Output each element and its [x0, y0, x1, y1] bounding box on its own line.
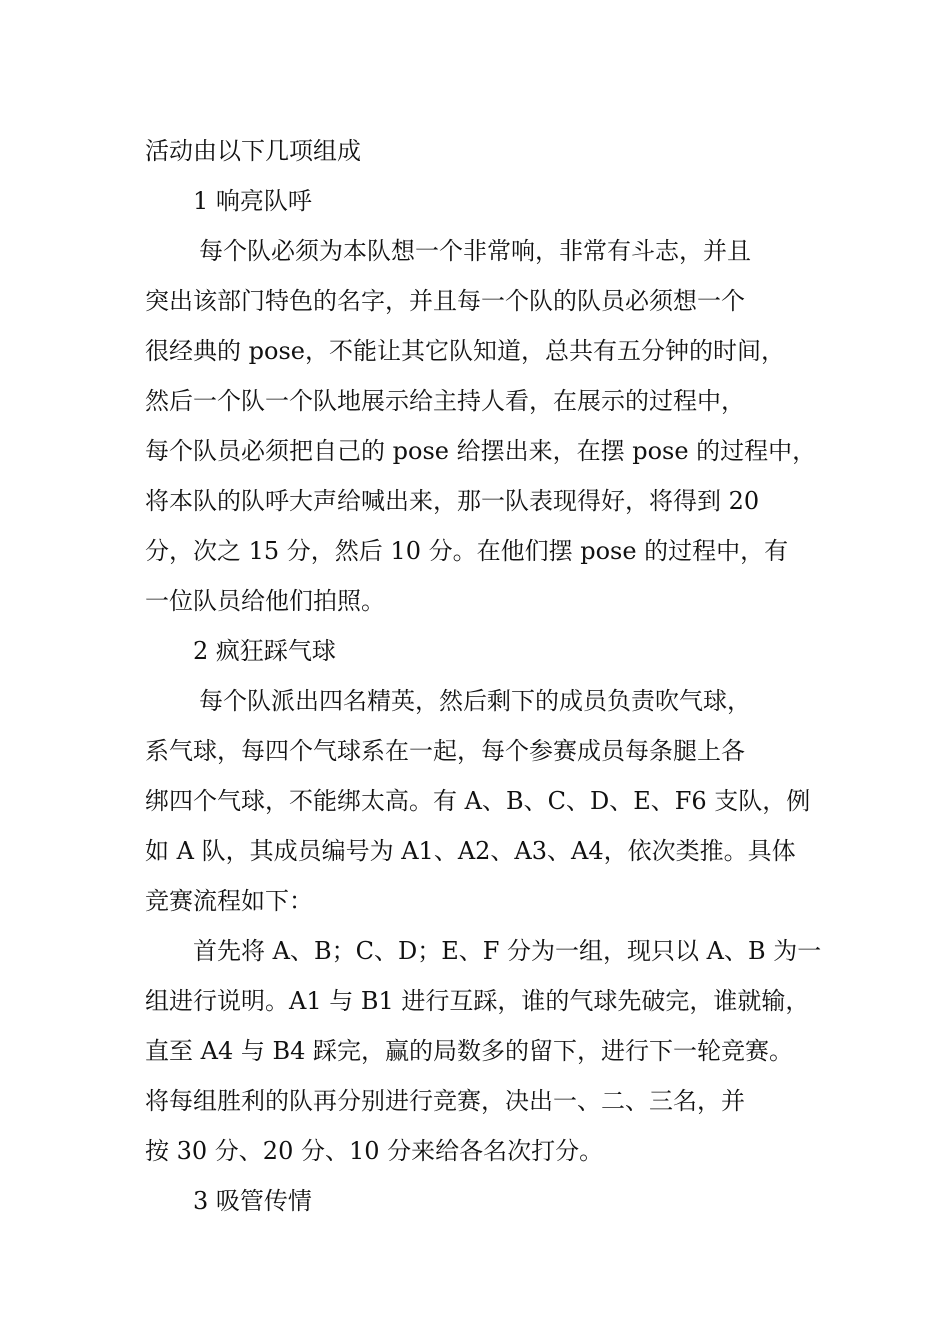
intro-line: 活动由以下几项组成 [145, 137, 361, 165]
paragraph-line: 一位队员给他们拍照。 [145, 587, 385, 615]
section-heading-2: 2 疯狂踩气球 [193, 637, 336, 665]
paragraph-line: 竞赛流程如下： [145, 887, 313, 915]
paragraph-line: 然后一个队一个队地展示给主持人看，在展示的过程中， [145, 387, 745, 415]
paragraph-line: 组进行说明。A1 与 B1 进行互踩，谁的气球先破完，谁就输， [145, 987, 810, 1015]
paragraph-line: 突出该部门特色的名字，并且每一个队的队员必须想一个 [145, 287, 745, 315]
document-body [145, 126, 820, 1226]
paragraph-line: 每个队必须为本队想一个非常响，非常有斗志，并且 [199, 237, 751, 265]
section-heading-1: 1 响亮队呼 [193, 187, 312, 215]
paragraph-line: 直至 A4 与 B4 踩完，赢的局数多的留下，进行下一轮竞赛。 [145, 1037, 794, 1065]
paragraph-line: 系气球，每四个气球系在一起，每个参赛成员每条腿上各 [145, 737, 745, 765]
paragraph-line: 将本队的队呼大声给喊出来，那一队表现得好，将得到 20 [145, 487, 760, 515]
paragraph-line: 绑四个气球，不能绑太高。有 A、B、C、D、E、F6 支队，例 [145, 787, 811, 815]
paragraph-line: 每个队派出四名精英，然后剩下的成员负责吹气球， [199, 687, 751, 715]
paragraph-line: 很经典的 pose，不能让其它队知道，总共有五分钟的时间， [145, 337, 785, 365]
paragraph-line: 如 A 队，其成员编号为 A1、A2、A3、A4，依次类推。具体 [145, 837, 796, 865]
section-heading-3: 3 吸管传情 [193, 1187, 312, 1215]
paragraph-line: 每个队员必须把自己的 pose 给摆出来，在摆 pose 的过程中， [145, 437, 817, 465]
paragraph-line: 按 30 分、20 分、10 分来给各名次打分。 [145, 1137, 604, 1165]
paragraph-line: 分，次之 15 分，然后 10 分。在他们摆 pose 的过程中，有 [145, 537, 789, 565]
paragraph-line: 将每组胜利的队再分别进行竞赛，决出一、二、三名，并 [145, 1087, 745, 1115]
paragraph-line: 首先将 A、B；C、D；E、F 分为一组，现只以 A、B 为一 [193, 937, 822, 965]
